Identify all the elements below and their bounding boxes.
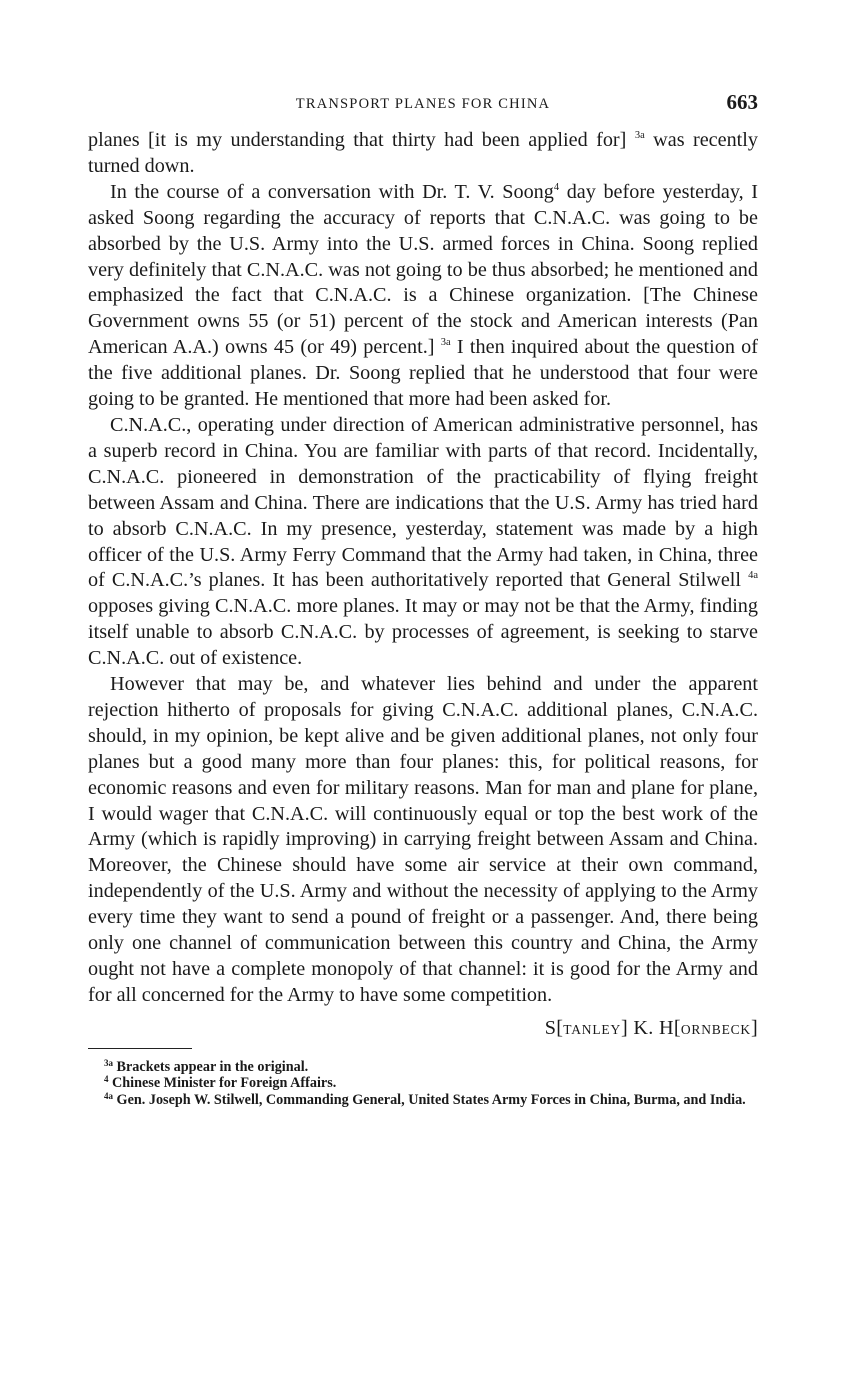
footnotes xyxy=(88,1059,758,1109)
footnote-divider xyxy=(88,1048,192,1049)
footnote-4: $^4$ Chinese Minister for Foreign Affairs. xyxy=(104,1074,337,1092)
signature: S[TANLEY] K. H[ORNBECK] xyxy=(544,1016,758,1039)
page-header xyxy=(88,88,758,128)
footnote-ref-3a: 3a xyxy=(440,337,451,349)
document-page xyxy=(88,88,758,1108)
paragraph-3: C.N.A.C., operating under direction of American administrative personnel, has a superb record in China. You are familiar with parts of that record. Incidentally, C.N.A.C. pioneered in demonstration of the practicability of flying freight between Assam and China. There are indications that the U.S. Army has tried hard to absorb C.N.A.C. In my presence, yesterday, statement was made by a high officer of the U.S. Army Ferry Command that the Army had taken, in China, three of C.N.A.C.’s planes. It has been authoritatively reported that General Stilwell $^{4a}$ opposes giving C.N.A.C. more planes. It may or may not be that the Army, finding itself unable to absorb C.N.A.C. by processes of agreement, is seeking to starve C.N.A.C. out of existence. xyxy=(88,413,758,670)
body-text xyxy=(88,128,758,1009)
footnote-ref-4a: 4a xyxy=(748,570,758,582)
running-head: TRANSPORT PLANES FOR CHINA xyxy=(295,96,551,112)
footnote-3a: $^{3a}$ Brackets appear in the original. xyxy=(104,1057,309,1075)
footnote-ref-4: 4 xyxy=(553,181,560,193)
paragraph-1: planes [it is my understanding that thirty had been applied for] $^{3a}$ was recently turned down. xyxy=(88,129,758,177)
footnote-ref-3a: 3a xyxy=(634,130,645,141)
paragraph-2: In the course of a conversation with Dr. T. V. Soong$^4$ day before yesterday, I asked Soong regarding the accuracy of reports that C.N.A.C. was going to be absorbed by the U.S. Army into the U.S. armed forces in China. Soong replied very definitely that C.N.A.C. was not going to be thus absorbed; he mentioned and emphasized the fact that C.N.A.C. is a Chinese organization. [The Chinese Government owns 55 (or 51) percent of the stock and American interests (Pan American A.A.) owns 45 (or 49) percent.] $^{3a}$ I then inquired about the question of the five additional planes. Dr. Soong replied that he understood that four were going to be granted. He mentioned that more had been asked for. xyxy=(88,180,759,411)
footnote-4a: $^{4a}$ Gen. Joseph W. Stilwell, Commanding General, United States Army Forces in China, Burma, and India. xyxy=(104,1090,746,1108)
paragraph-4: However that may be, and whatever lies behind and under the apparent rejection hitherto of proposals for giving C.N.A.C. additional planes, C.N.A.C. should, in my opinion, be kept alive and be given additional planes, not only four planes but a good many more than four planes: this, for political reasons, for economic reasons and even for military reasons. Man for man and plane for plane, I would wager that C.N.A.C. will continuously equal or top the best work of the Army (which is rapidly improving) in carrying freight between Assam and China. Moreover, the Chinese should have some air service at their own command, independently of the U.S. Army and without the necessity of applying to the Army every time they want to send a pound of freight or a passenger. And, there being only one channel of communication between this country and China, the Army ought not have a complete monopoly of that channel: it is good for the Army and for all concerned for the Army to have some competition. xyxy=(88,673,758,1006)
page-number: 663 xyxy=(726,90,758,114)
